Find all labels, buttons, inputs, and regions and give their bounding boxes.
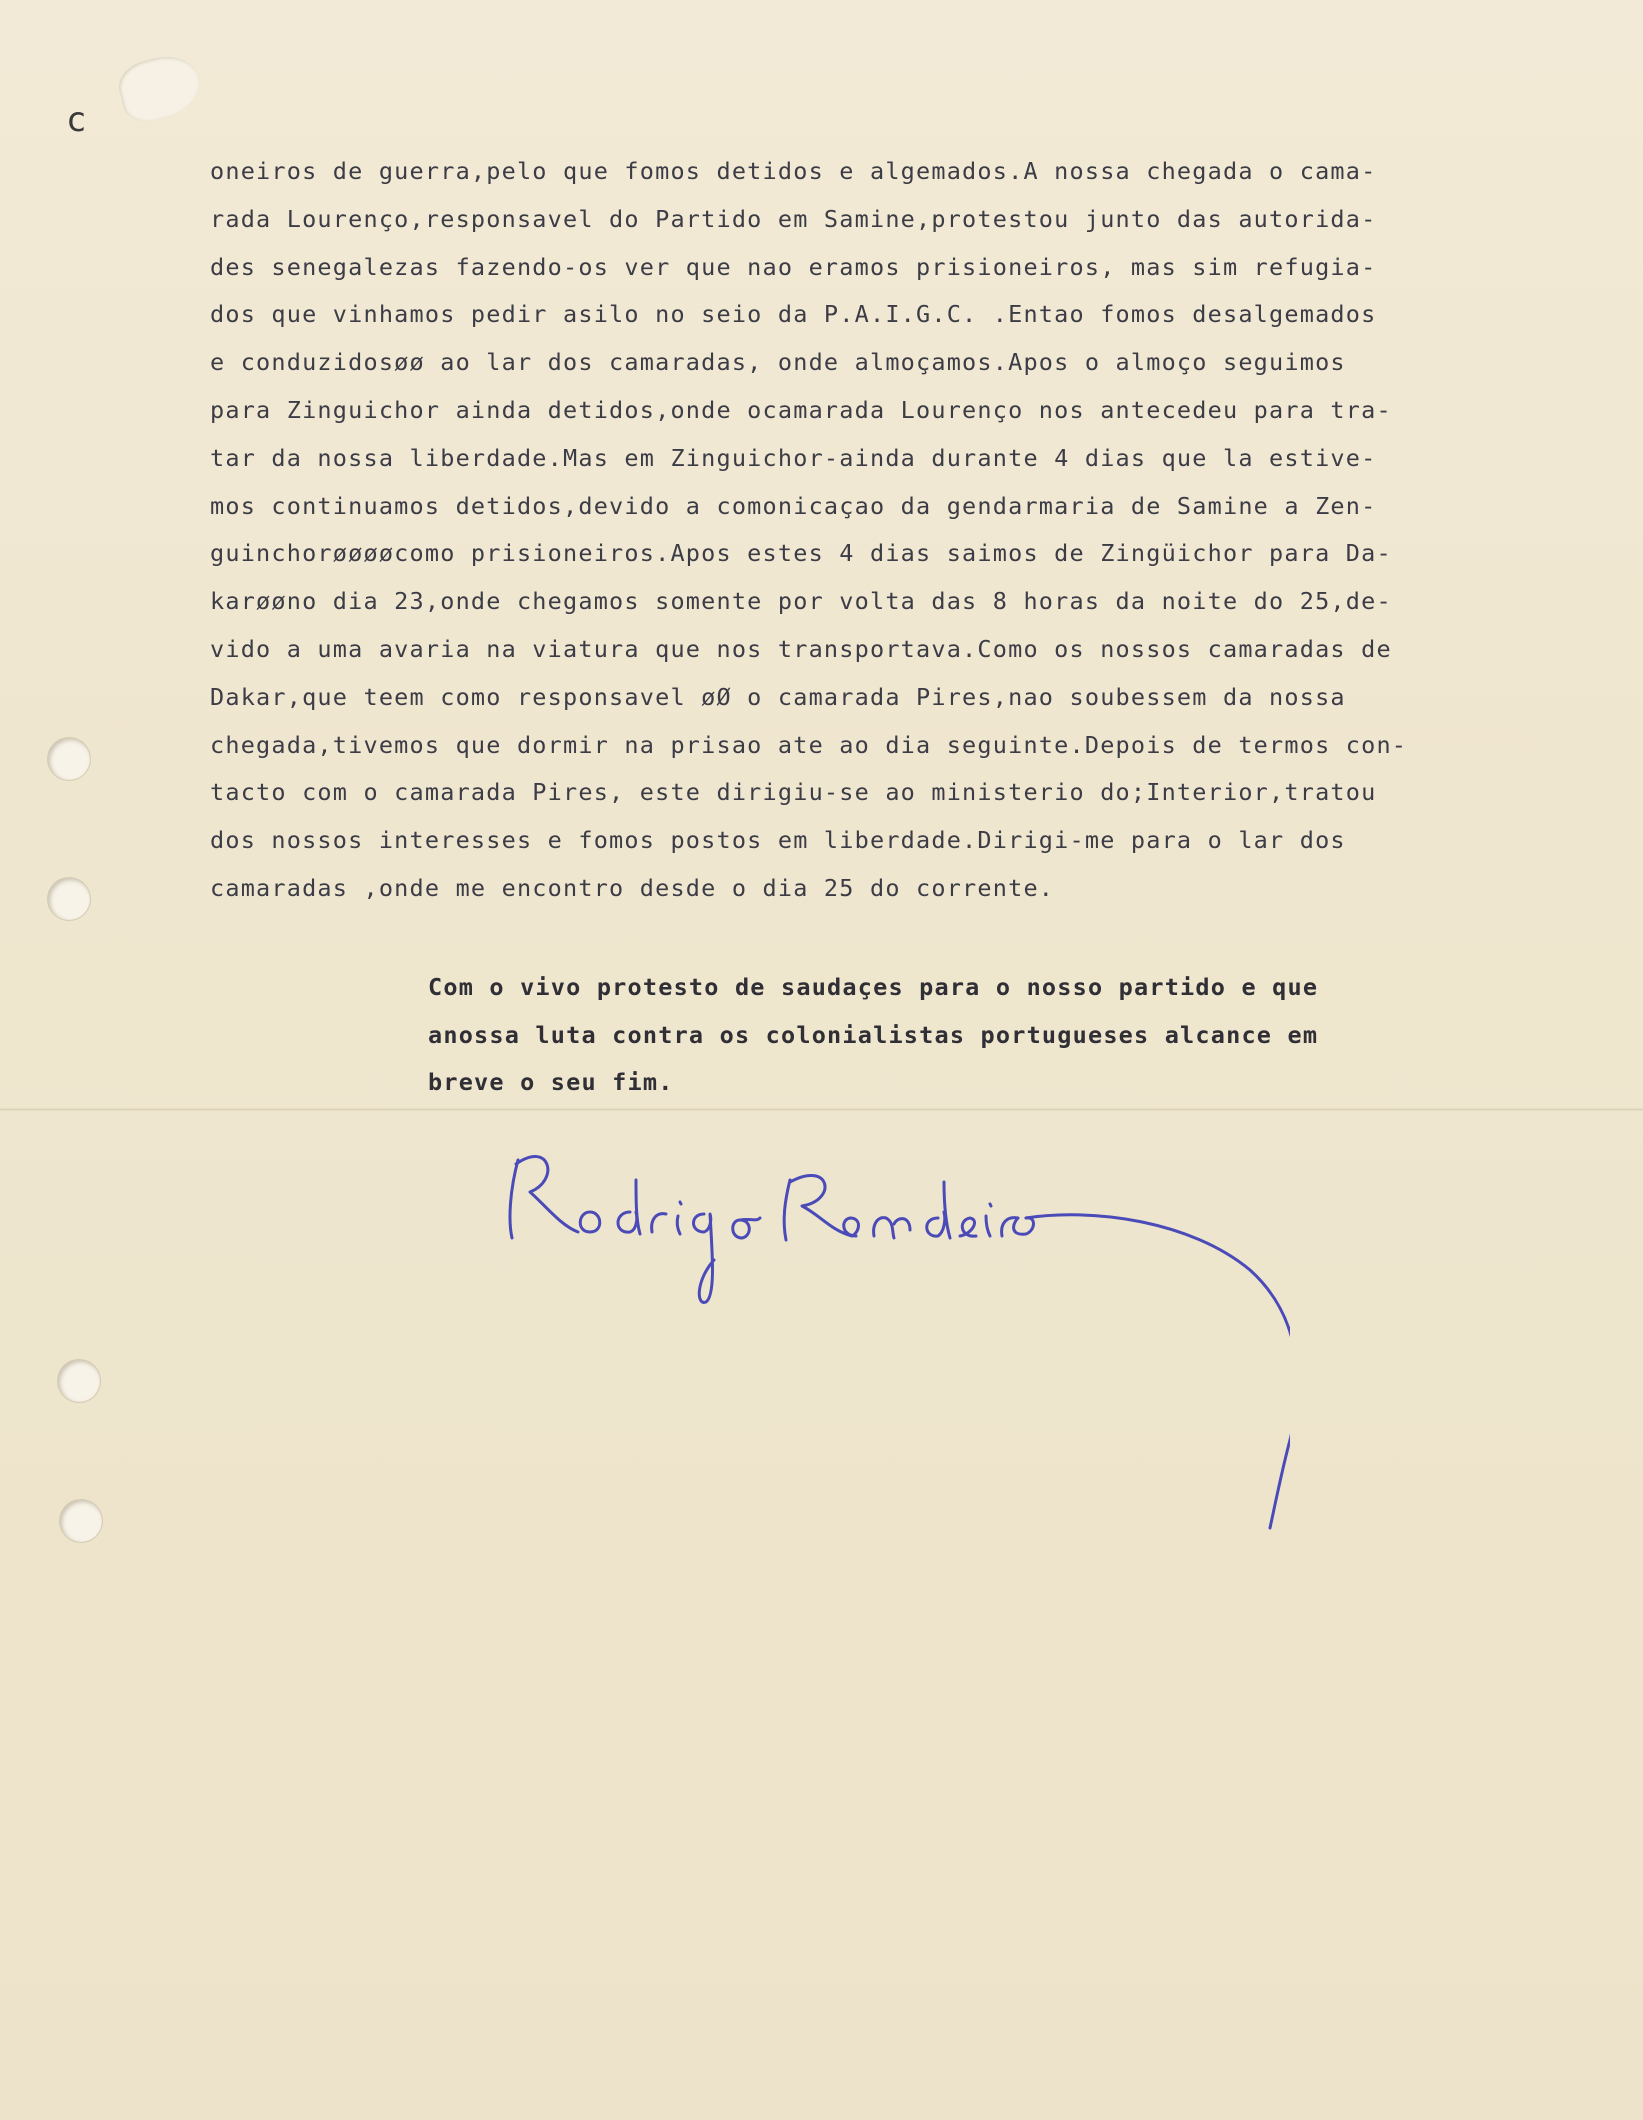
closing-line: Com o vivo protesto de saudaçes para o nosso partido e que [428,973,1319,1001]
body-line: vido a uma avaria na viatura que nos transportava.Como os nossos camaradas de [210,634,1392,663]
page-fold-line [0,1108,1643,1111]
body-line: chegada,tivemos que dormir na prisao ate ao dia seguinte.Depois de termos con- [210,730,1408,759]
punch-hole [60,1500,102,1542]
letter-body [210,148,1450,913]
handwritten-signature [490,1120,1290,1570]
body-line: mos continuamos detidos,devido a comonicaçao da gendarmaria de Samine a Zen- [210,491,1377,520]
body-line: guinchorøøøøcomo prisioneiros.Apos estes 4 dias saimos de Zingüichor para Da- [210,539,1392,568]
body-line: tar da nossa liberdade.Mas em Zinguichor-ainda durante 4 dias que la estive- [210,443,1377,472]
paper-tear [114,49,206,127]
punch-hole [48,878,90,920]
body-line: camaradas ,onde me encontro desde o dia 25 do corrente. [210,873,1055,902]
body-line: para Zinguichor ainda detidos,onde ocamarada Lourenço nos antecedeu para tra- [210,395,1392,424]
body-line: oneiros de guerra,pelo que fomos detidos e algemados.A nossa chegada o cama- [210,157,1377,185]
corner-mark: c [66,100,87,140]
body-line: Dakar,que teem como responsavel øØ o camarada Pires,nao soubessem da nossa [210,682,1346,711]
body-line: dos que vinhamos pedir asilo no seio da P.A.I.G.C. .Entao fomos desalgemados [210,300,1377,329]
closing-line: anossa luta contra os colonialistas portugueses alcance em [428,1020,1319,1049]
body-line: rada Lourenço,responsavel do Partido em Samine,protestou junto das autorida- [210,204,1377,233]
closing-line: breve o seu fim. [428,1068,674,1096]
body-line: karøøno dia 23,onde chegamos somente por volta das 8 horas da noite do 25,de- [210,587,1392,616]
body-line: tacto com o camarada Pires, este dirigiu-se ao ministerio do;Interior,tratou [210,778,1377,807]
closing-paragraph [428,964,1388,1107]
body-line: e conduzidosøø ao lar dos camaradas, onde almoçamos.Apos o almoço seguimos [210,348,1346,377]
punch-hole [48,738,90,780]
body-line: dos nossos interesses e fomos postos em liberdade.Dirigi-me para o lar dos [210,826,1346,855]
body-line: des senegalezas fazendo-os ver que nao eramos prisioneiros, mas sim refugia- [210,252,1377,281]
punch-hole [58,1360,100,1402]
